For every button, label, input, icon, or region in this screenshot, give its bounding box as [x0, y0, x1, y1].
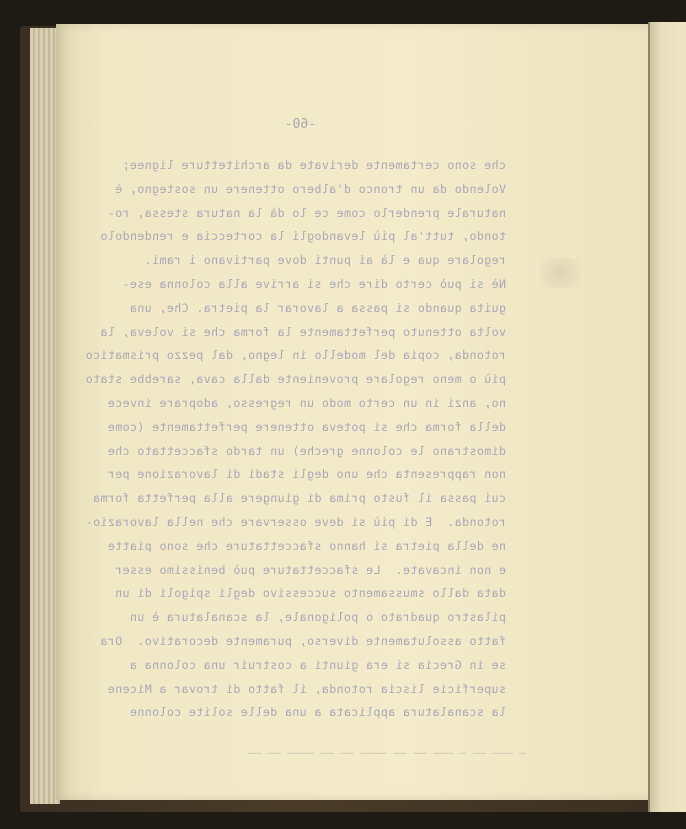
text-line: pilastro quadrato o poligonale, la scanalatura è un	[129, 610, 506, 625]
text-line: non rappresenta che uno degli stadi di lavorazione per	[107, 467, 506, 482]
text-line: Nè si può certo dire che si arrive alla colonna ese-	[122, 276, 506, 291]
text-line: più o meno regolare proveniente dalla cava, sarebbe stato	[85, 372, 506, 387]
text-line: data dallo smussamento successivo degli spigoli di un	[114, 586, 506, 601]
text-line: e non incavate. Le sfaccettature può benissimo esser	[114, 562, 506, 577]
text-line: volta ottenuto perfettamente la forma che si voleva, la	[100, 324, 506, 339]
text-line: della forma che si poteva ottenere perfettamente (come	[107, 419, 506, 434]
text-line: cui passa il fusto prima di giungere alla perfetta forma	[92, 491, 506, 506]
text-line: che sono certamente derivate da architetture lignee;	[122, 158, 506, 172]
text-line: naturale prenderlo come ce lo dà la natura stessa, ro-	[107, 205, 506, 220]
text-line: guita quando si passa a lavorar la pietra. Che, una	[129, 300, 506, 315]
text-line: la scanalatura applicata a una delle solite colonne	[129, 705, 506, 720]
text-line: superficie liscia rotonda, il fatto di trovar a Micene	[107, 681, 506, 696]
text-line: se in Grecia si era giunti a costruir una colonna a	[129, 657, 506, 672]
page-number: -60-	[284, 117, 316, 132]
text-line: no, anzi in un certo modo un regresso, adoprare invece	[107, 395, 506, 410]
text-line: ne della pietra si hanno sfaccettature che sono piatte	[107, 538, 506, 553]
text-line: rotonda. E di più si deve osservare che nella lavorazio-	[85, 514, 506, 529]
text-line: regolare qua e là ai punti dove partivano i rami.	[144, 253, 506, 268]
text-lines	[81, 158, 506, 729]
text-line: fatto assolutamente diverso, puramente decorativo. Ora	[100, 633, 506, 648]
faint-bottom-line: — ——— —— — ——— —— —— ———— —— —— ———— —— ——	[247, 746, 526, 759]
text-line: tondo, tutt'al più levandogli la corteccia e rendendolo	[100, 229, 506, 244]
text-line: Volendo da un tronco d'albero ottenere un sostegno, è	[114, 181, 506, 196]
text-line: dimostrano le colonne greche) un tardo sfaccettato che	[107, 443, 506, 458]
text-line: rotonda, copia del modello in legno, dal pezzo prismatico	[85, 348, 506, 363]
